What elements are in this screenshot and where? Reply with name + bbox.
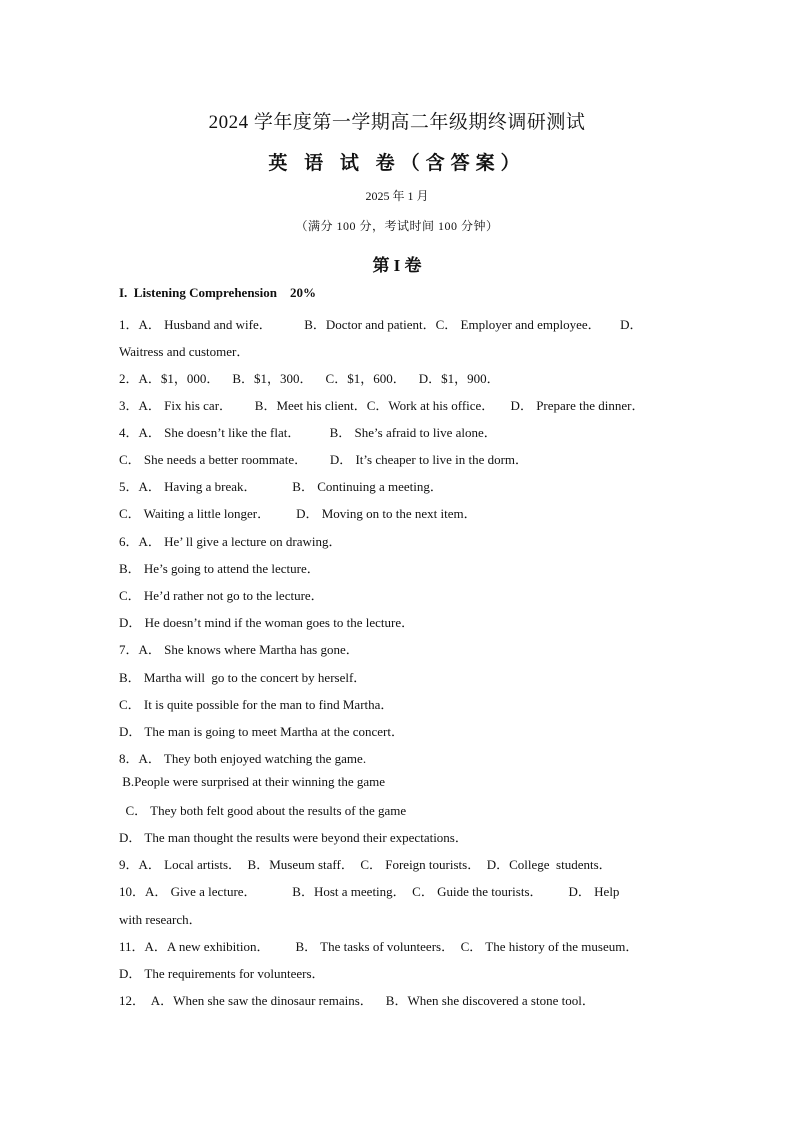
question-line: 3．A． Fix his car． B．Meet his client．C．Work at his office． D． Prepare the dinner．	[119, 398, 645, 413]
question-line: C． They both felt good about the results of the game	[119, 803, 407, 818]
volume-heading: 第 I 卷	[372, 256, 422, 275]
question-line: B． Martha will go to the concert by herself．	[119, 670, 367, 685]
exam-subtitle: 英 语 试 卷（含答案）	[268, 153, 526, 174]
question-line: B.People were surprised at their winning the game	[119, 774, 386, 789]
question-line: C． She needs a better roommate． D． It’s cheaper to live in the dorm．	[119, 452, 529, 467]
question-line: D． He doesn’t mind if the woman goes to the lecture．	[119, 615, 415, 630]
exam-title: 2024 学年度第一学期高二年级期终调研测试	[208, 112, 586, 133]
exam-date: 2025 年 1 月	[365, 189, 429, 203]
question-line: B． He’s going to attend the lecture．	[119, 561, 320, 576]
section-heading: I. Listening Comprehension 20%	[119, 285, 316, 300]
question-line: C． It is quite possible for the man to find Martha．	[119, 697, 394, 712]
question-line: 8．A． They both enjoyed watching the game.	[119, 751, 367, 766]
question-line: 9．A． Local artists． B．Museum staff． C． Foreign tourists． D．College students．	[119, 857, 612, 872]
question-line: C． Waiting a little longer． D． Moving on to the next item．	[119, 506, 477, 521]
question-line: D． The man thought the results were beyond their expectations．	[119, 830, 468, 845]
question-line: Waitress and customer．	[119, 344, 250, 359]
exam-note: （满分 100 分，考试时间 100 分钟）	[295, 219, 499, 233]
question-line: 10．A． Give a lecture． B．Host a meeting． C． Guide the tourists． D． Help	[119, 884, 620, 899]
question-line: 4．A． She doesn’t like the flat． B． She’s afraid to live alone．	[119, 425, 497, 440]
question-line: 1．A． Husband and wife． B．Doctor and patient．C． Employer and employee． D．	[119, 317, 643, 332]
question-line: 11．A．A new exhibition． B． The tasks of volunteers． C． The history of the museum．	[119, 939, 639, 954]
question-line: D． The requirements for volunteers．	[119, 966, 325, 981]
question-line: 5．A． Having a break． B． Continuing a meeting．	[119, 479, 443, 494]
question-line: 2．A．$1，000． B．$1，300． C．$1，600． D．$1，900．	[119, 371, 500, 386]
question-line: 12． A．When she saw the dinosaur remains． B．When she discovered a stone tool．	[119, 993, 595, 1008]
question-line: 7．A． She knows where Martha has gone．	[119, 642, 359, 657]
question-line: 6．A． He’ ll give a lecture on drawing．	[119, 534, 342, 549]
question-line: D． The man is going to meet Martha at the concert．	[119, 724, 404, 739]
question-line: with research．	[119, 912, 202, 927]
question-line: C． He’d rather not go to the lecture．	[119, 588, 324, 603]
